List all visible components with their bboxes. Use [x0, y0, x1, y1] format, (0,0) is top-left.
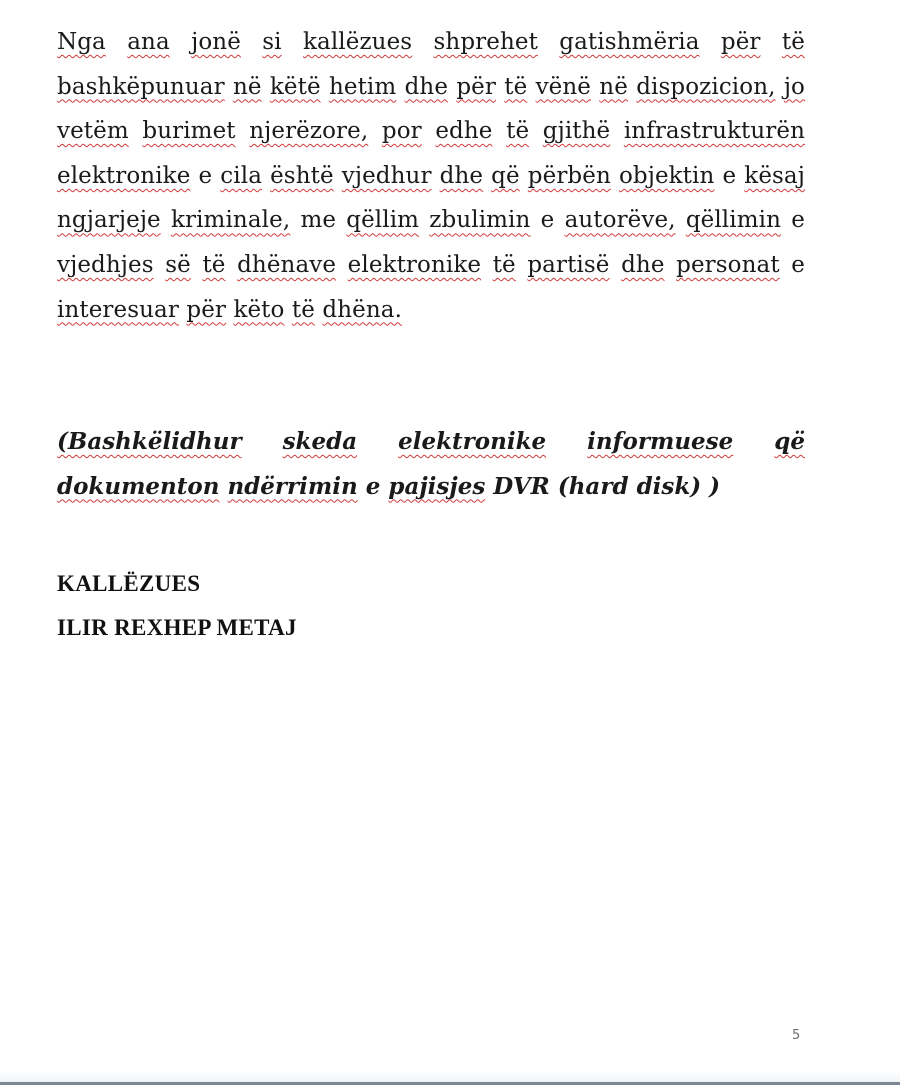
- word: hetim: [328, 73, 397, 100]
- word: dhe: [404, 73, 449, 100]
- word: të: [781, 29, 805, 55]
- word: gatishmëria: [559, 29, 700, 55]
- word: ndërrimin: [227, 472, 358, 500]
- word: vjedhjes: [57, 251, 154, 278]
- word: elektronike: [398, 428, 547, 455]
- word: të: [202, 251, 226, 278]
- word: cila: [220, 162, 263, 189]
- word: interesuar: [57, 296, 179, 323]
- word: të: [291, 296, 315, 323]
- word: partisë: [527, 251, 610, 278]
- word: elektronike: [57, 162, 191, 189]
- word: njerëzore,: [249, 118, 369, 145]
- word: shprehet: [433, 29, 538, 55]
- word: është: [270, 162, 334, 189]
- word: dhëna.: [322, 296, 402, 323]
- signature-role: KALLËZUES: [57, 571, 201, 596]
- word: e: [198, 162, 213, 189]
- word: kallëzues: [302, 29, 413, 55]
- word: e: [791, 251, 806, 278]
- word: por: [381, 118, 422, 145]
- body-paragraph: [57, 20, 805, 332]
- word: për: [720, 29, 761, 55]
- word: bashkëpunuar: [57, 73, 225, 100]
- word: skeda: [282, 428, 358, 455]
- word: dokumenton: [57, 472, 220, 500]
- word: (hard: [557, 472, 629, 500]
- word: për: [456, 73, 496, 100]
- word: autorëve,: [564, 207, 676, 234]
- word: objektin: [618, 162, 715, 189]
- word: DVR: [493, 472, 550, 500]
- word: e: [722, 162, 737, 189]
- word: dispozicion,: [636, 73, 776, 100]
- word: zbulimin: [429, 207, 531, 234]
- attachment-note: [57, 420, 805, 509]
- word: qëllimin: [685, 207, 781, 234]
- word: në: [599, 73, 628, 100]
- word: e: [540, 207, 555, 234]
- word: ngjarjeje: [57, 207, 161, 234]
- word: si: [262, 29, 282, 55]
- word: dhe: [439, 162, 484, 189]
- word: që: [774, 428, 805, 455]
- word: këto: [233, 296, 285, 323]
- signature-block: [57, 562, 297, 650]
- word: me: [300, 207, 337, 234]
- word: vjedhur: [341, 162, 432, 189]
- word: të: [506, 118, 530, 145]
- word: edhe: [435, 118, 493, 145]
- word: Nga: [57, 29, 106, 55]
- window-bottom-border: [0, 1082, 900, 1085]
- word: e: [365, 472, 381, 500]
- word: kësaj: [744, 162, 805, 189]
- word: e: [791, 207, 805, 234]
- page-bottom-shadow: [0, 1072, 900, 1082]
- word: informuese: [587, 428, 734, 455]
- word: dhe: [621, 251, 665, 278]
- word: dhënave: [237, 251, 337, 278]
- page-number: 5: [792, 1028, 801, 1043]
- word: të: [492, 251, 516, 278]
- word: këtë: [269, 73, 321, 100]
- word: elektronike: [347, 251, 482, 278]
- word: pajisjes: [388, 472, 486, 500]
- signature-name: ILIR REXHEP METAJ: [57, 615, 297, 640]
- word: ana: [127, 29, 170, 55]
- word: disk): [636, 472, 702, 500]
- word: kriminale,: [170, 207, 291, 234]
- word: përbën: [527, 162, 611, 189]
- word: që: [491, 162, 520, 189]
- word: të: [504, 73, 528, 100]
- word: ): [709, 472, 721, 500]
- word: infrastrukturën: [623, 118, 805, 145]
- word: vetëm: [57, 118, 129, 145]
- word: personat: [676, 251, 780, 278]
- word: burimet: [142, 118, 236, 145]
- word: gjithë: [542, 118, 611, 145]
- word: së: [165, 251, 191, 278]
- word: në: [232, 73, 262, 100]
- word: vënë: [535, 73, 592, 100]
- word: (Bashkëlidhur: [57, 428, 242, 455]
- word: jonë: [191, 29, 241, 55]
- word: për: [186, 296, 227, 323]
- word: jo: [783, 73, 806, 100]
- word: qëllim: [346, 207, 420, 234]
